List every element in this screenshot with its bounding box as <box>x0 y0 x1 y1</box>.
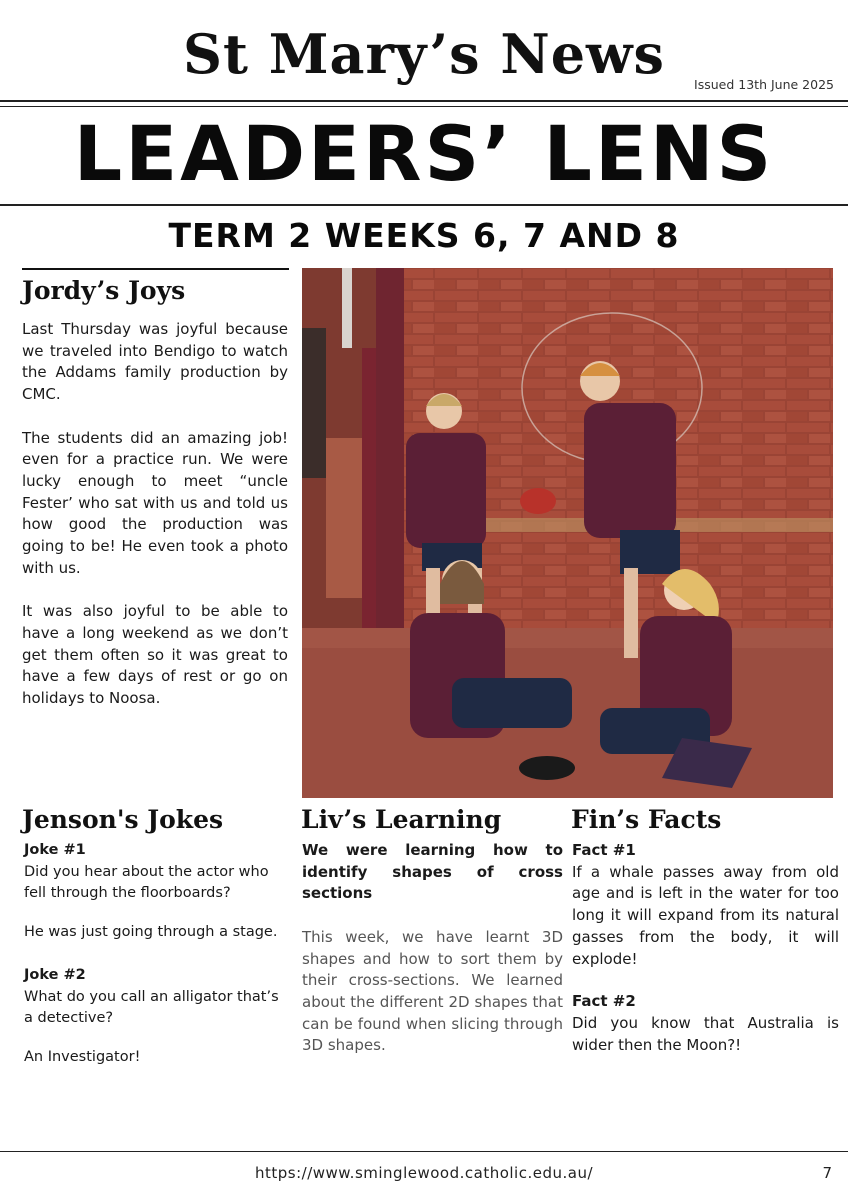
joke2-answer: An Investigator! <box>24 1048 141 1065</box>
footer-rule <box>0 1151 848 1152</box>
jordy-paragraph-1: Last Thursday was joyful because we traveled into Bendigo to watch the Addams family production by CMC. <box>22 320 288 404</box>
joke2-label: Joke #2 <box>24 966 86 983</box>
liv-title: Liv’s Learning <box>301 805 502 834</box>
fact2-label: Fact #2 <box>572 992 636 1011</box>
joke1-answer: He was just going through a stage. <box>24 924 278 941</box>
top-rule-thin <box>0 106 848 107</box>
jordy-paragraph-2: The students did an amazing job! even for a practice run. We were lucky enough to meet “uncle Fester’ who sat with us and told us how good the production was going to be! He even took a photo with us. <box>22 428 288 577</box>
masthead-title: St Mary’s News <box>183 22 665 86</box>
subheadline: TERM 2 WEEKS 6, 7 AND 8 <box>168 216 680 255</box>
fin-title: Fin’s Facts <box>571 805 722 834</box>
joke2-question: What do you call an alligator that’s a detective? <box>24 988 279 1027</box>
fact1-text: If a whale passes away from old age and is left in the water for too long it will expand from its natural gasses from the body, it will explode! <box>572 862 839 968</box>
jordy-paragraph-3: It was also joyful to be able to have a long weekend as we don’t get them often so it was great to have a few days of rest or go on holidays to Noosa. <box>22 602 288 707</box>
jordy-title: Jordy’s Joys <box>22 276 186 305</box>
jordy-body <box>22 319 288 731</box>
issue-date: Issued 13th June 2025 <box>694 77 834 92</box>
page-number: 7 <box>822 1164 832 1182</box>
jenson-title: Jenson's Jokes <box>22 805 224 834</box>
top-rule <box>0 100 848 102</box>
liv-paragraph: This week, we have learnt 3D shapes and how to sort them by their cross-sections. We learned about the different 2D shapes that can be found when slicing through 3D shapes. <box>302 927 563 1055</box>
joke1-question: Did you hear about the actor who fell through the floorboards? <box>24 863 269 902</box>
footer-url-link[interactable]: https://www.sminglewood.catholic.edu.au/ <box>254 1164 594 1182</box>
fin-body <box>572 840 839 1078</box>
liv-body <box>302 840 563 1079</box>
students-photo <box>302 268 833 798</box>
headline-rule <box>0 204 848 206</box>
joke1-label: Joke #1 <box>24 842 86 858</box>
column-rule <box>22 268 289 270</box>
fact1-label: Fact #1 <box>572 841 636 859</box>
fact2-text: Did you know that Australia is wider then the Moon?! <box>572 1013 839 1054</box>
headline: LEADERS’ LENS <box>73 109 775 198</box>
jenson-body <box>24 840 292 1090</box>
liv-intro: We were learning how to identify shapes of cross sections <box>302 841 563 903</box>
